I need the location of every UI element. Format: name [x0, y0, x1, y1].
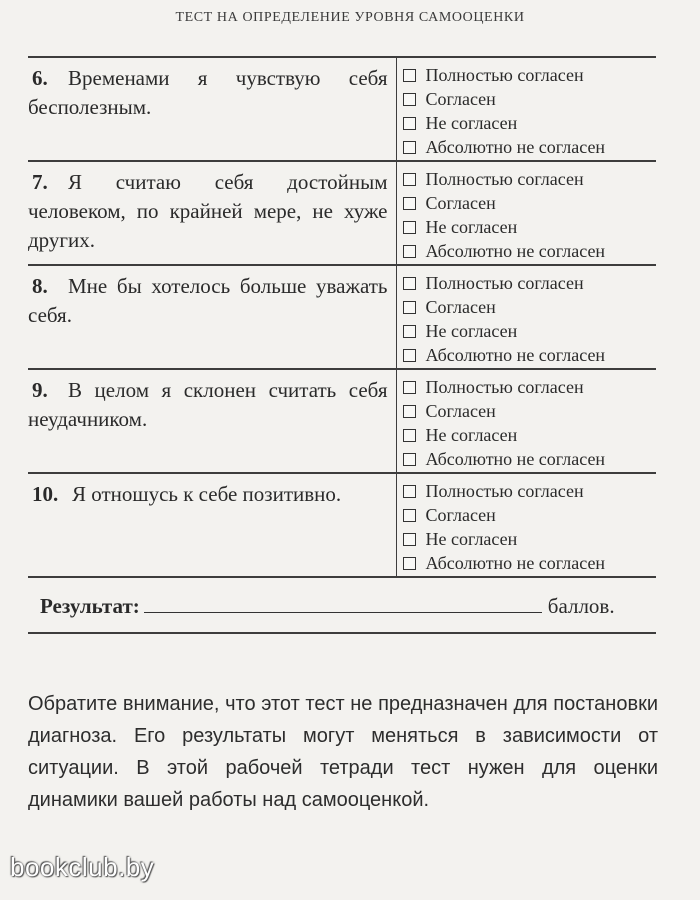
checkbox-icon[interactable]: [403, 301, 416, 314]
checkbox-icon[interactable]: [403, 221, 416, 234]
option-label: Абсолютно не согласен: [425, 240, 606, 261]
question-text: Мне бы хотелось больше уважать себя.: [28, 274, 388, 327]
option-label: Полностью согласен: [425, 64, 584, 85]
checkbox-icon[interactable]: [403, 277, 416, 290]
option-label: Абсолютно не согласен: [425, 136, 606, 157]
option-strongly-disagree[interactable]: [403, 135, 657, 159]
option-disagree[interactable]: [403, 423, 657, 447]
checkbox-icon[interactable]: [403, 117, 416, 130]
question-number: 6.: [32, 66, 48, 90]
question-row-9: [28, 369, 656, 473]
answer-options: [396, 57, 656, 161]
option-label: Не согласен: [425, 320, 518, 341]
checkbox-icon[interactable]: [403, 197, 416, 210]
option-fully-agree[interactable]: [403, 479, 657, 503]
checkbox-icon[interactable]: [403, 429, 416, 442]
option-label: Полностью согласен: [425, 480, 584, 501]
option-strongly-disagree[interactable]: [403, 239, 657, 263]
question-row-8: [28, 265, 656, 369]
option-agree[interactable]: [403, 87, 657, 111]
question-text: В целом я склонен считать себя неудачником.: [28, 378, 388, 431]
note-paragraph: Обратите внимание, что этот тест не предназначен для постановки диагноза. Его результаты могут меняться в зависимости от ситуации. В этой рабочей тетради тест нужен для оценки динамики вашей работы над самооценкой.: [28, 693, 658, 811]
checkbox-icon[interactable]: [403, 557, 416, 570]
answer-options: [396, 473, 656, 577]
question-text: Я считаю себя достойным человеком, по крайней мере, не хуже других.: [28, 170, 388, 252]
option-disagree[interactable]: [403, 111, 657, 135]
checkbox-icon[interactable]: [403, 69, 416, 82]
option-fully-agree[interactable]: [403, 375, 657, 399]
option-label: Не согласен: [425, 216, 518, 237]
result-row: [40, 594, 656, 619]
option-strongly-disagree[interactable]: [403, 343, 657, 367]
question-cell: [28, 369, 396, 473]
answer-options: [396, 369, 656, 473]
option-fully-agree[interactable]: [403, 63, 657, 87]
watermark: bookclub.by: [10, 852, 155, 882]
question-number: 8.: [32, 274, 48, 298]
option-label: Согласен: [425, 88, 496, 109]
question-text: Временами я чувствую себя бесполезным.: [28, 66, 388, 119]
question-number: 7.: [32, 170, 48, 194]
option-agree[interactable]: [403, 399, 657, 423]
option-fully-agree[interactable]: [403, 167, 657, 191]
question-row-10: [28, 473, 656, 577]
option-label: Полностью согласен: [425, 168, 584, 189]
option-agree[interactable]: [403, 503, 657, 527]
question-cell: [28, 57, 396, 161]
option-label: Абсолютно не согласен: [425, 552, 606, 573]
question-row-6: [28, 57, 656, 161]
questionnaire-table: [28, 56, 656, 578]
question-cell: [28, 473, 396, 577]
divider: [28, 632, 656, 634]
option-label: Согласен: [425, 400, 496, 421]
question-cell: [28, 161, 396, 265]
option-label: Согласен: [425, 504, 496, 525]
option-agree[interactable]: [403, 191, 657, 215]
option-disagree[interactable]: [403, 319, 657, 343]
question-cell: [28, 265, 396, 369]
option-disagree[interactable]: [403, 527, 657, 551]
checkbox-icon[interactable]: [403, 485, 416, 498]
checkbox-icon[interactable]: [403, 141, 416, 154]
checkbox-icon[interactable]: [403, 93, 416, 106]
checkbox-icon[interactable]: [403, 325, 416, 338]
option-label: Согласен: [425, 296, 496, 317]
result-unit: баллов.: [547, 594, 615, 618]
checkbox-icon[interactable]: [403, 405, 416, 418]
checkbox-icon[interactable]: [403, 381, 416, 394]
option-label: Абсолютно не согласен: [425, 448, 606, 469]
question-row-7: [28, 161, 656, 265]
option-strongly-disagree[interactable]: [403, 447, 657, 471]
option-label: Не согласен: [425, 424, 518, 445]
answer-options: [396, 265, 656, 369]
option-agree[interactable]: [403, 295, 657, 319]
option-label: Согласен: [425, 192, 496, 213]
checkbox-icon[interactable]: [403, 509, 416, 522]
checkbox-icon[interactable]: [403, 533, 416, 546]
checkbox-icon[interactable]: [403, 173, 416, 186]
option-label: Не согласен: [425, 112, 518, 133]
question-number: 9.: [32, 378, 48, 402]
checkbox-icon[interactable]: [403, 349, 416, 362]
option-strongly-disagree[interactable]: [403, 551, 657, 575]
checkbox-icon[interactable]: [403, 245, 416, 258]
option-fully-agree[interactable]: [403, 271, 657, 295]
running-head: ТЕСТ НА ОПРЕДЕЛЕНИЕ УРОВНЯ САМООЦЕНКИ: [175, 10, 525, 25]
question-text: Я отношусь к себе позитивно.: [72, 482, 342, 506]
question-number: 10.: [32, 482, 59, 506]
option-disagree[interactable]: [403, 215, 657, 239]
option-label: Не согласен: [425, 528, 518, 549]
option-label: Полностью согласен: [425, 376, 584, 397]
checkbox-icon[interactable]: [403, 453, 416, 466]
result-label: Результат:: [40, 594, 140, 618]
option-label: Полностью согласен: [425, 272, 584, 293]
answer-options: [396, 161, 656, 265]
result-score-field[interactable]: [144, 594, 542, 613]
option-label: Абсолютно не согласен: [425, 344, 606, 365]
